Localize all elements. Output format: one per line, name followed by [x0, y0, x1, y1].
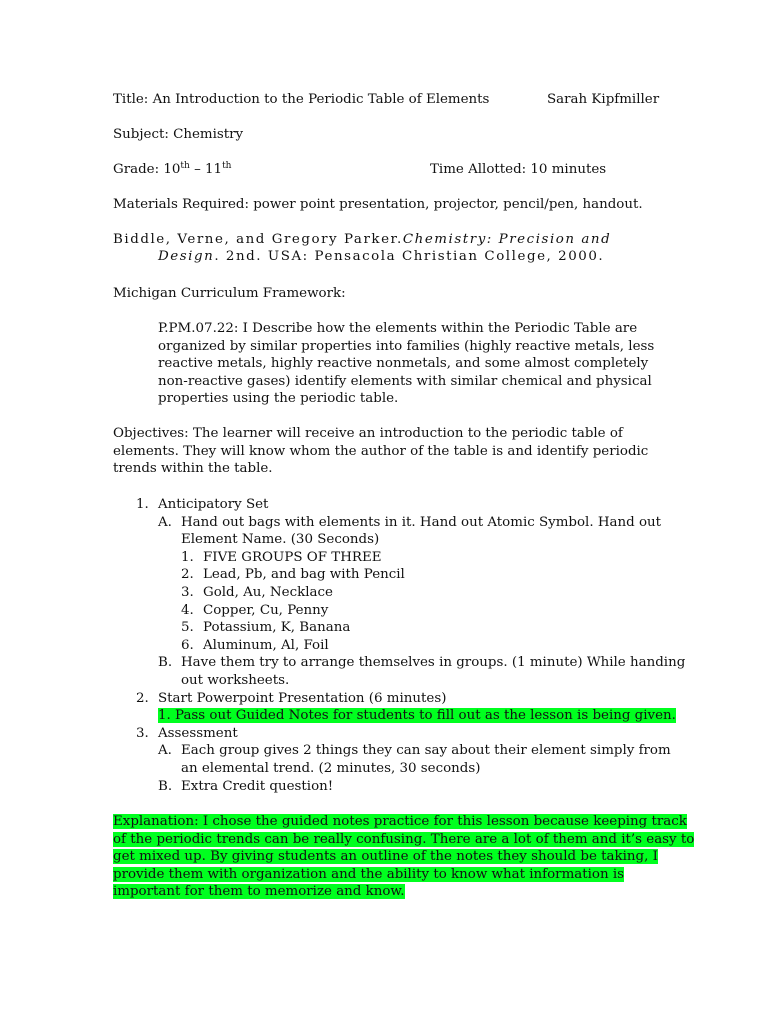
explanation-highlight: get mixed up. By giving students an outline of the notes they should be taking, I: [113, 849, 658, 865]
framework-line: non-reactive gases) identify elements with similar chemical and physical: [158, 373, 652, 389]
list-item: FIVE GROUPS OF THREE: [203, 549, 382, 565]
subject-line: Subject: Chemistry: [113, 127, 244, 142]
outline-sub-marker: A.: [158, 743, 172, 759]
explanation-line: [113, 813, 687, 831]
list-item-number: 3.: [181, 585, 194, 600]
outline-item-powerpoint: Start Powerpoint Presentation (6 minutes): [158, 690, 447, 706]
framework-line: reactive metals, highly reactive nonmetals, and some almost completely: [158, 356, 649, 372]
framework-line: properties using the periodic table.: [158, 391, 399, 407]
list-item: Copper, Cu, Penny: [203, 602, 329, 618]
framework-line: organized by similar properties into families (highly reactive metals, less: [158, 338, 655, 354]
list-item-number: 6.: [181, 637, 194, 653]
list-item: Potassium, K, Banana: [203, 620, 351, 636]
outline-sub-text: Have them try to arrange themselves in groups. (1 minute) While handing: [181, 655, 686, 671]
citation-book-title-2: Design: [158, 249, 215, 264]
citation-line-2: [158, 248, 604, 266]
highlighted-note: [158, 707, 676, 725]
grade-mid: – 11: [189, 162, 223, 177]
citation-authors: Biddle, Verne, and Gregory Parker.: [113, 232, 403, 247]
list-item: Lead, Pb, and bag with Pencil: [203, 567, 405, 583]
list-item: Gold, Au, Necklace: [203, 585, 333, 600]
explanation-highlight: of the periodic trends can be really confusing. There are a lot of them and it’s easy to: [113, 831, 695, 847]
list-item-number: 5.: [181, 620, 194, 636]
list-item-number: 2.: [181, 567, 194, 583]
framework-heading: Michigan Curriculum Framework:: [113, 286, 346, 301]
guided-notes-highlight: 1. Pass out Guided Notes for students to fill out as the lesson is being given.: [158, 708, 676, 724]
explanation-line: [113, 848, 658, 866]
materials-line: Materials Required: power point presentation, projector, pencil/pen, handout.: [113, 197, 643, 212]
outline-number: 3.: [136, 725, 149, 741]
outline-sub-text: Extra Credit question!: [181, 778, 334, 794]
outline-sub-text: Hand out bags with elements in it. Hand out Atomic Symbol. Hand out: [181, 514, 662, 530]
outline-number: 1.: [136, 497, 149, 512]
outline-number: 2.: [136, 690, 149, 706]
objectives-line: elements. They will know whom the author of the table is and identify periodic: [113, 443, 649, 459]
author-name: Sarah Kipfmiller: [547, 92, 660, 107]
lesson-title: Title: An Introduction to the Periodic Table of Elements: [113, 92, 490, 107]
objectives-line: Objectives: The learner will receive an introduction to the periodic table of: [113, 426, 623, 441]
explanation-highlight: provide them with organization and the ability to know what information is: [113, 866, 625, 882]
list-item-number: 4.: [181, 602, 194, 618]
citation-line-1: [113, 231, 611, 249]
outline-sub-text: Each group gives 2 things they can say about their element simply from: [181, 743, 671, 759]
outline-sub-marker: A.: [158, 514, 172, 530]
outline-sub-text: an elemental trend. (2 minutes, 30 seconds): [181, 761, 481, 776]
citation-rest: . 2nd. USA: Pensacola Christian College, 2000.: [214, 249, 605, 264]
list-item-number: 1.: [181, 549, 194, 565]
outline-sub-text: Element Name. (30 Seconds): [181, 532, 380, 548]
outline-sub-marker: B.: [158, 655, 173, 671]
grade-line: [113, 161, 231, 179]
time-allotted: Time Allotted: 10 minutes: [430, 162, 607, 177]
framework-line: P.PM.07.22: I Describe how the elements within the Periodic Table are: [158, 321, 638, 336]
outline-item-anticipatory-set: Anticipatory Set: [158, 497, 269, 512]
explanation-highlight: important for them to memorize and know.: [113, 884, 405, 900]
grade-prefix: Grade: 10: [113, 162, 181, 177]
outline-sub-marker: B.: [158, 778, 173, 794]
grade-sup-2: th: [222, 161, 232, 171]
list-item: Aluminum, Al, Foil: [203, 637, 329, 653]
objectives-line: trends within the table.: [113, 461, 273, 477]
explanation-highlight: Explanation: I chose the guided notes practice for this lesson because keeping track: [113, 814, 687, 829]
explanation-line: [113, 866, 624, 884]
citation-book-title-1: Chemistry: Precision and: [402, 232, 612, 247]
outline-item-assessment: Assessment: [158, 725, 238, 741]
outline-sub-text: out worksheets.: [181, 673, 290, 688]
grade-sup-1: th: [180, 161, 190, 171]
explanation-line: [113, 831, 694, 849]
explanation-line: [113, 883, 405, 901]
